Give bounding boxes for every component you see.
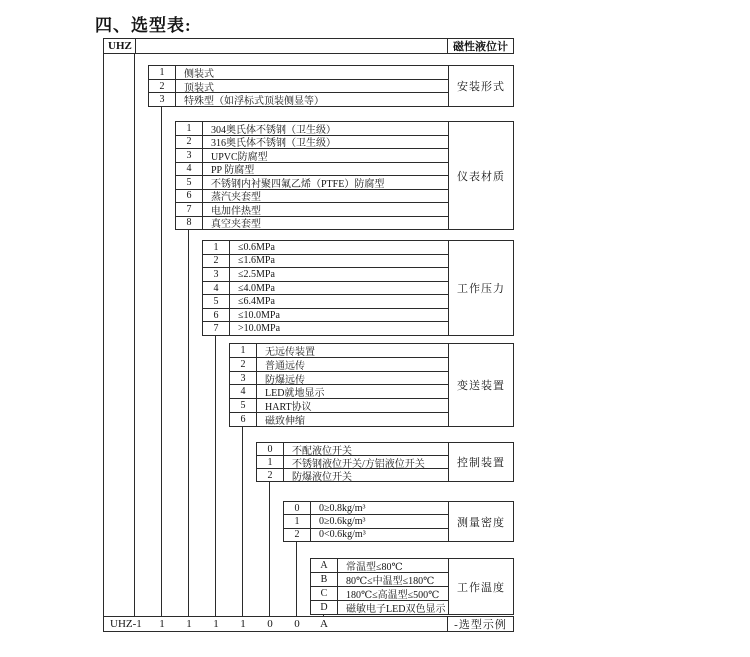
option-code: 2 <box>284 529 311 541</box>
option-text: 侧装式 <box>184 68 214 79</box>
option-row <box>230 371 448 385</box>
option-code: 2 <box>257 469 284 481</box>
option-group-2 <box>175 121 449 230</box>
option-row <box>149 66 448 79</box>
option-row <box>230 384 448 398</box>
group-label-box <box>448 558 514 615</box>
option-text: ≤6.4MPa <box>238 296 275 308</box>
option-code: 1 <box>176 122 203 135</box>
option-text: 电加伴热型 <box>211 205 261 216</box>
option-text: >10.0MPa <box>238 323 281 335</box>
option-row <box>176 148 448 162</box>
option-code: 7 <box>203 322 230 335</box>
group-connector-line <box>323 614 324 617</box>
header-spacer <box>136 39 447 53</box>
option-code: 4 <box>230 385 257 398</box>
option-text: 不锈钢液位开关/方铝液位开关 <box>292 458 425 468</box>
group-label: 控制装置 <box>457 457 505 469</box>
option-group-7 <box>310 558 449 615</box>
example-code-1: 1 <box>159 618 165 630</box>
group-label: 工作压力 <box>457 283 505 295</box>
table-header-row <box>103 38 514 54</box>
option-code: B <box>311 573 338 586</box>
option-text: LED就地显示 <box>265 388 325 399</box>
option-row <box>176 216 448 230</box>
option-group-6 <box>283 501 449 542</box>
option-row <box>203 308 448 322</box>
group-label-box <box>448 65 514 107</box>
option-code: 2 <box>176 136 203 149</box>
option-text: HART协议 <box>265 402 312 413</box>
option-text: 316奥氏体不锈钢（卫生级） <box>211 138 336 148</box>
option-code: 3 <box>230 372 257 385</box>
example-code-3: 1 <box>213 618 219 630</box>
group-connector-line <box>242 426 243 617</box>
group-connector-line <box>215 335 216 617</box>
option-code: 5 <box>176 176 203 189</box>
group-label: 变送装置 <box>457 380 505 392</box>
option-text: 0<0.6kg/m³ <box>319 529 366 541</box>
option-row <box>203 254 448 268</box>
option-code: 3 <box>149 93 176 106</box>
option-row <box>311 572 448 586</box>
option-text: 无远传装置 <box>265 346 315 357</box>
option-text: 顶装式 <box>184 82 214 93</box>
option-text: 真空夹套型 <box>211 219 261 229</box>
option-row <box>284 528 448 541</box>
group-connector-line <box>296 541 297 617</box>
option-text: 0≥0.6kg/m³ <box>319 515 366 527</box>
option-code: 1 <box>230 344 257 357</box>
option-row <box>203 294 448 308</box>
option-row <box>176 122 448 135</box>
example-code-2: 1 <box>186 618 192 630</box>
option-code: 2 <box>230 358 257 371</box>
option-text: 不锈钢内衬聚四氟乙烯（PTFE）防腐型 <box>211 178 385 189</box>
option-row <box>176 189 448 203</box>
option-code: D <box>311 601 338 614</box>
option-row <box>284 502 448 514</box>
option-row <box>230 344 448 357</box>
group-label: 测量密度 <box>457 516 505 529</box>
group-connector-line <box>188 229 189 617</box>
group-label-box <box>448 343 514 427</box>
option-text: UPVC防腐型 <box>211 151 268 162</box>
option-text: PP 防腐型 <box>211 165 255 175</box>
option-code: 3 <box>176 149 203 162</box>
group-label: 工作温度 <box>457 581 505 594</box>
option-code: 8 <box>176 217 203 230</box>
option-text: 0≥0.8kg/m³ <box>319 502 366 514</box>
model-cell-connector-line <box>134 53 135 617</box>
model-code: UHZ <box>108 40 132 52</box>
group-connector-line <box>161 106 162 617</box>
option-code: 4 <box>176 163 203 176</box>
option-text: 蒸汽夹套型 <box>211 192 261 202</box>
option-code: 3 <box>203 268 230 281</box>
product-name-cell <box>447 39 513 53</box>
option-group-3 <box>202 240 449 336</box>
option-text: ≤2.5MPa <box>238 268 275 280</box>
example-label-cell <box>447 617 513 631</box>
option-row <box>230 412 448 426</box>
example-row <box>103 616 514 632</box>
option-code: 6 <box>176 190 203 203</box>
example-code-6: 0 <box>294 618 300 630</box>
group-connector-line <box>269 481 270 617</box>
option-text: 特殊型（如浮标式顶装侧显等） <box>184 96 324 107</box>
option-row <box>311 559 448 572</box>
option-text: 磁致伸缩 <box>265 416 305 426</box>
option-code: 5 <box>203 295 230 308</box>
group-label: 安装形式 <box>457 81 505 93</box>
option-text: 不配液位开关 <box>292 445 352 455</box>
option-code: 1 <box>149 66 176 79</box>
option-row <box>284 514 448 527</box>
option-group-5 <box>256 442 449 482</box>
option-row <box>203 321 448 335</box>
option-code: 2 <box>149 80 176 93</box>
group-label-box <box>448 442 514 482</box>
example-code-4: 1 <box>240 618 246 630</box>
option-text: 磁敏电子LED双色显示 <box>346 604 446 614</box>
example-code-5: 0 <box>267 618 273 630</box>
group-label-box <box>448 240 514 336</box>
option-row <box>176 202 448 216</box>
group-label: 仪表材质 <box>457 170 505 183</box>
option-text: ≤1.6MPa <box>238 255 275 267</box>
option-row <box>311 600 448 614</box>
option-text: 普通远传 <box>265 360 305 371</box>
option-row <box>203 281 448 295</box>
option-text: ≤4.0MPa <box>238 282 275 294</box>
option-text: ≤0.6MPa <box>238 241 275 253</box>
option-group-4 <box>229 343 449 427</box>
option-text: 180℃≤高温型≤500℃ <box>346 590 440 600</box>
option-row <box>203 241 448 254</box>
option-code: 1 <box>257 456 284 468</box>
option-row <box>257 443 448 455</box>
product-name: 磁性液位计 <box>453 41 508 53</box>
option-row <box>176 162 448 176</box>
option-code: 6 <box>230 413 257 426</box>
option-text: 防爆远传 <box>265 374 305 385</box>
example-label: -选型示例 <box>454 619 507 631</box>
group-label-box <box>448 121 514 230</box>
option-row <box>257 468 448 481</box>
option-code: C <box>311 587 338 600</box>
option-code: 4 <box>203 282 230 295</box>
option-text: 防爆液位开关 <box>292 471 352 481</box>
model-code-cell <box>104 39 136 53</box>
option-code: 7 <box>176 203 203 216</box>
option-row <box>230 398 448 412</box>
option-row <box>257 455 448 468</box>
option-code: 0 <box>284 502 311 514</box>
option-code: 1 <box>203 241 230 254</box>
table-left-border-line <box>103 53 104 617</box>
option-text: 80℃≤中温型≤180℃ <box>346 576 435 586</box>
option-row <box>203 267 448 281</box>
option-code: 2 <box>203 255 230 268</box>
page-title: 四、选型表: <box>95 16 192 35</box>
option-row <box>311 586 448 600</box>
option-code: A <box>311 559 338 572</box>
option-text: ≤10.0MPa <box>238 309 280 321</box>
example-code-7: A <box>320 618 328 630</box>
option-code: 0 <box>257 443 284 455</box>
option-text: 304奥氏体不锈钢（卫生级） <box>211 124 336 135</box>
option-text: 常温型≤80℃ <box>346 562 403 572</box>
example-model-prefix: UHZ-1 <box>110 618 142 630</box>
option-row <box>176 135 448 149</box>
option-row <box>149 92 448 106</box>
option-code: 6 <box>203 309 230 322</box>
option-row <box>176 175 448 189</box>
option-code: 1 <box>284 515 311 527</box>
option-row <box>230 357 448 371</box>
option-row <box>149 79 448 93</box>
option-code: 5 <box>230 399 257 412</box>
group-label-box <box>448 501 514 542</box>
option-group-1 <box>148 65 449 107</box>
